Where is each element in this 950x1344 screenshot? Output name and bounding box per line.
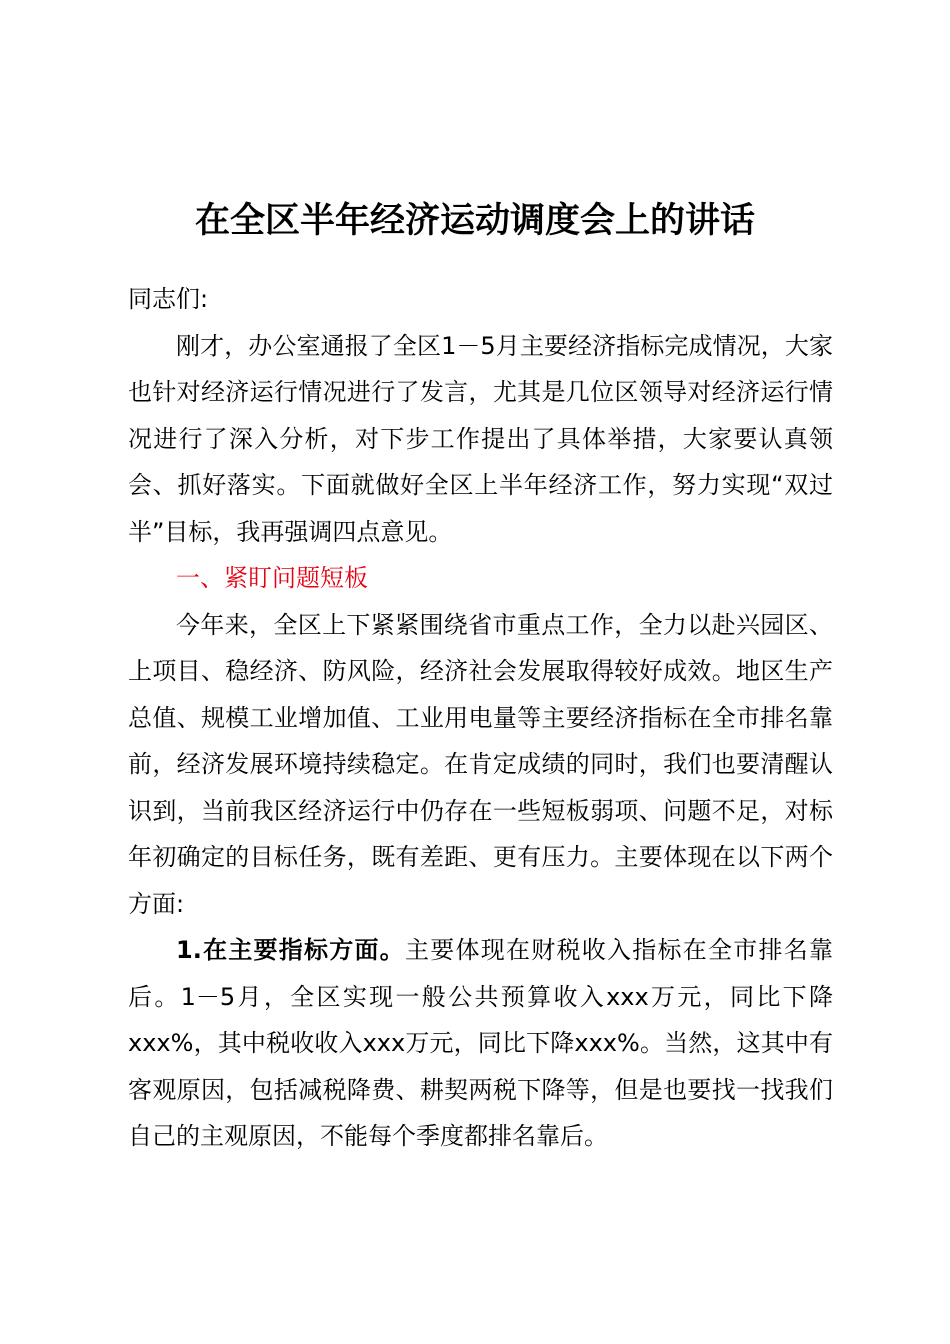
document-body — [128, 276, 833, 1160]
point-1-paragraph — [128, 927, 833, 1160]
salutation: 同志们: — [128, 285, 209, 313]
point-1-text: 主要体现在财税收入指标在全市排名靠后。1－5月，全区实现一般公共预算收入xxx万元，同比下降xxx%，其中税收收入xxx万元，同比下降xxx%。当然，这其中有客观原因，包括减税降费、耕契两税下降等，但是也要找一找我们自己的主观原因，不能每个季度都排名靠后。 — [128, 936, 833, 1150]
document-title: 在全区半年经济运动调度会上的讲话 — [194, 200, 755, 241]
paragraph-1: 刚才，办公室通报了全区1－5月主要经济指标完成情况，大家也针对经济运行情况进行了发言，尤其是几位区领导对经济运行情况进行了深入分析，对下步工作提出了具体举措，大家要认真领会、抓好落实。下面就做好全区上半年经济工作，努力实现“双过半”目标，我再强调四点意见。 — [128, 331, 833, 546]
paragraph-2: 今年来，全区上下紧紧围绕省市重点工作，全力以赴兴园区、上项目、稳经济、防风险，经济社会发展取得较好成效。地区生产总值、规模工业增加值、工业用电量等主要经济指标在全市排名靠前，经济发展环境持续稳定。在肯定成绩的同时，我们也要清醒认识到，当前我区经济运行中仍存在一些短板弱项、问题不足，对标年初确定的目标任务，既有差距、更有压力。主要体现在以下两个方面: — [128, 610, 833, 918]
point-1-lead: 1.在主要指标方面。 — [176, 936, 406, 964]
section-1-heading: 一、紧盯问题短板 — [176, 564, 368, 592]
